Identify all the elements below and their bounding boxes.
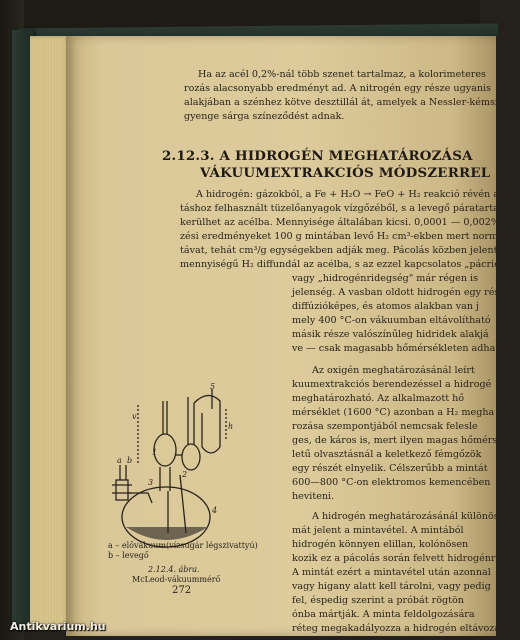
body-line: mely 400 °C-on vákuumban eltávolítható: [292, 315, 491, 326]
body-line: A hidrogén meghatározásánál különös: [312, 511, 499, 522]
body-line: réteg megakadályozza a hidrogén eltávozását: [292, 623, 515, 634]
intro-line: gyenge sárga színeződést adnak.: [184, 111, 345, 122]
figure-label: 2: [182, 470, 188, 479]
body-line: rozása szempontjából nemcsak felesle: [292, 421, 478, 432]
body-line: kerülhet az acélba. Mennyisége általában kicsi. 0,0001 — 0,002%: [180, 217, 500, 228]
body-line: jelenség. A vasban oldott hidrogén egy rés: [292, 287, 500, 298]
body-line: Az oxigén meghatározásánál leírt: [312, 365, 475, 376]
figure-label: 5: [210, 382, 216, 391]
body-line: vagy higany alatt kell tárolni, vagy pedig: [292, 581, 491, 592]
side-tube-curve: [194, 395, 220, 447]
intro-line: alakjában a szénhez kötve desztillál át, amelyek a Nessler-kémszer: [184, 97, 511, 108]
dip-tube-2: [180, 475, 186, 533]
page-stack-edges: [30, 36, 70, 630]
section-title-1: A HIDROGÉN MEGHATÁROZÁSA: [219, 148, 473, 164]
body-line: távat, tehát cm³/g egységekben adják meg. Pácolás közben jelentős: [180, 245, 509, 256]
section-heading-line-1: [162, 148, 473, 164]
body-line: A mintát ezért a mintavétel után azonnal: [292, 567, 491, 578]
body-line: kozik ez a pácolás során felvett hidrogénre: [292, 553, 502, 564]
body-line: meghatározható. Az alkalmazott hő: [292, 393, 465, 404]
section-title-2: VÁKUUMEXTRAKCIÓS MÓDSZERREL: [200, 165, 491, 181]
mercury-fill: [126, 527, 208, 540]
body-line: mérséklet (1600 °C) azonban a H₂ megha: [292, 407, 495, 418]
body-line: másik része valószínűleg hidridek alakjá: [292, 329, 489, 340]
body-line: ve — csak magasabb hőmérsékleten adható: [292, 343, 505, 354]
body-line: fel, éspedig szerint a próbát rögtön: [292, 595, 464, 606]
section-number: 2.12.3.: [162, 148, 215, 164]
intro-line: rozás alacsonyabb eredményt ad. A nitrogén egy része ugyanis: [184, 83, 492, 94]
body-line: ges, de káros is, mert ilyen magas hőmérsé: [292, 435, 503, 446]
body-line: mát jelent a mintavétel. A mintából: [292, 525, 464, 536]
bulb-1: [154, 434, 176, 466]
body-line: zési eredményeket 100 g mintában levő H₂ cm³-ekben mert normálisz: [180, 231, 520, 242]
figure-caption-number: 2.12.4. ábra.: [148, 565, 200, 574]
figure-label: h: [228, 422, 234, 431]
figure-label: a: [117, 456, 122, 465]
body-line: vagy „hidrogénridegség" már régen is: [292, 273, 479, 284]
figure-legend-a: a – elővákuum(vízsugár légszivattyú): [108, 541, 258, 550]
body-line: letű olvasztásnál a keletkező fémgőzök: [292, 449, 482, 460]
body-line: heviteni.: [292, 491, 335, 502]
body-line: 600—800 °C-on elektromos kemencében: [292, 477, 491, 488]
figure-label: 1: [152, 448, 158, 457]
body-line: mennyiségű H₂ diffundál az acélba, s az ezzel kapcsolatos „pácrideg: [180, 259, 513, 270]
stopcock: [116, 480, 128, 500]
body-line: kuumextrakciós berendezéssel a hidrogé: [292, 379, 492, 390]
u-bend: [202, 447, 220, 453]
figure-label: b: [127, 456, 133, 465]
site-watermark: Antikvarium.hu: [10, 620, 106, 633]
body-line: A hidrogén: gázokból, a Fe + H₂O → FeO + H₂ reakció révén az: [196, 189, 505, 200]
figure-legend-b: b – levegő: [108, 551, 149, 560]
intro-line: Ha az acél 0,2%-nál több szenet tartalmaz, a kolorimeteres: [198, 69, 486, 80]
body-line: táshoz felhasznált tüzelőanyagok vízgőzéből, s a levegő páratartalm: [180, 203, 511, 214]
body-line: hidrogén könnyen elillan, kolónösen: [292, 539, 469, 550]
page-number: 272: [172, 585, 192, 596]
body-line: diffúzióképes, és atomos alakban van j: [292, 301, 480, 312]
body-line: egy részét elnyelik. Célszerűbb a mintát: [292, 463, 488, 474]
figure-label: 3: [148, 478, 154, 487]
figure-label: v: [132, 412, 137, 421]
figure-caption-title: McLeod-vákuummérő: [132, 575, 221, 584]
figure-label: 4: [212, 506, 218, 515]
bulb-2: [182, 444, 200, 470]
body-line: ónba mártják. A minta feldolgozására: [292, 609, 475, 620]
